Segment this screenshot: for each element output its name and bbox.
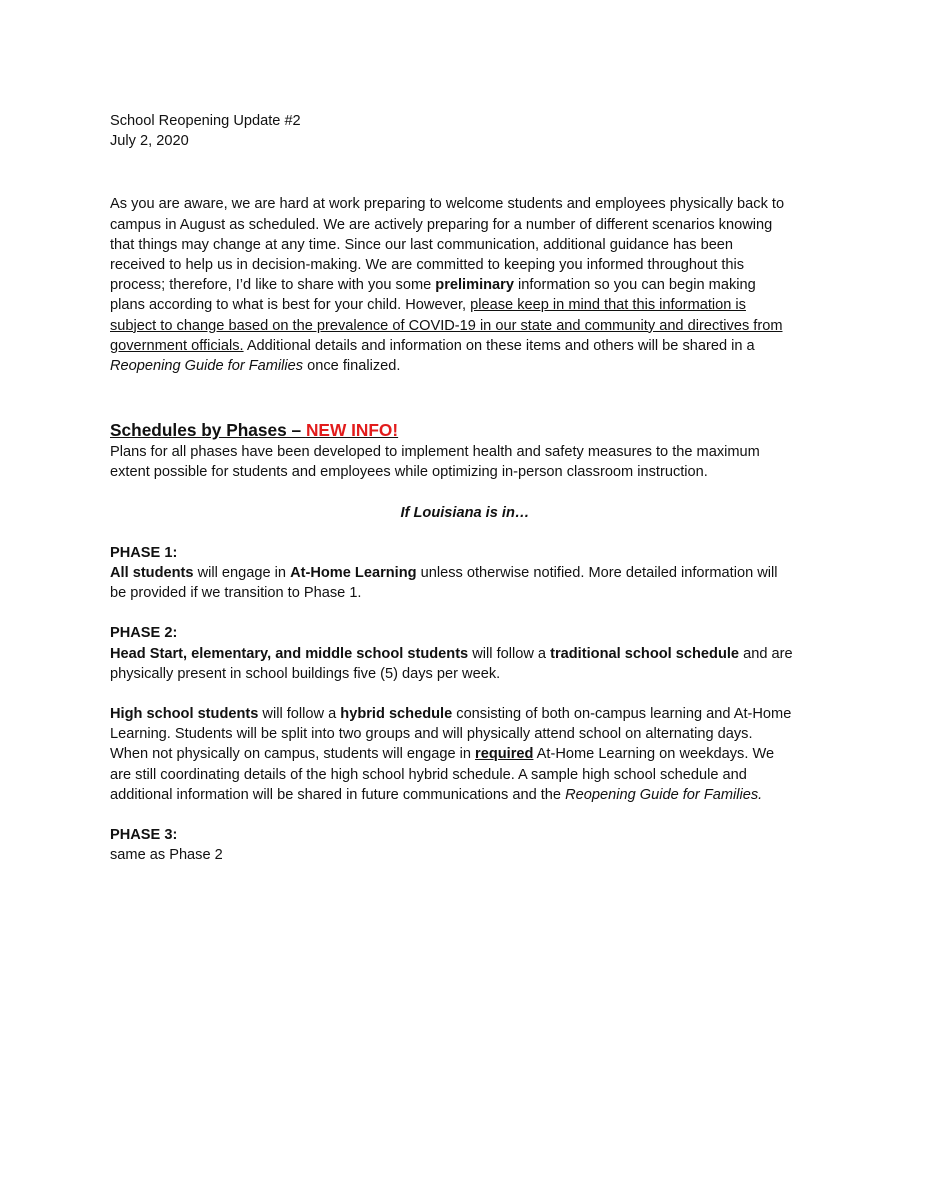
intro-line bbox=[110, 275, 820, 295]
intro-line: received to help us in decision-making. We are committed to keeping you informed throughout this bbox=[110, 257, 745, 274]
intro-text: Additional details and information on these items and others will be shared in a bbox=[243, 337, 755, 354]
reopening-guide-title: Reopening Guide for Families. bbox=[565, 786, 763, 803]
high-school-line bbox=[110, 744, 820, 764]
high-school-text: additional information will be shared in future communications and the bbox=[110, 786, 566, 803]
intro-line bbox=[110, 295, 820, 315]
high-school-line bbox=[110, 704, 820, 724]
high-school-line: are still coordinating details of the high school hybrid schedule. A sample high school schedule and bbox=[110, 766, 747, 783]
letter-body bbox=[110, 111, 820, 865]
high-school-line: Learning. Students will be split into two groups and will physically attend school on alternating days. bbox=[110, 726, 753, 743]
high-school-text: consisting of both on-campus learning and At-Home bbox=[452, 706, 792, 723]
required-emphasis: required bbox=[475, 746, 534, 763]
phase3-label: PHASE 3: bbox=[110, 827, 178, 844]
phase1-line bbox=[110, 563, 820, 583]
phase3-line: same as Phase 2 bbox=[110, 847, 223, 864]
preliminary-emphasis: preliminary bbox=[435, 277, 514, 294]
phase1-text: unless otherwise notified. More detailed information will bbox=[416, 565, 778, 582]
intro-paragraph bbox=[110, 194, 820, 376]
high-school-text: hybrid schedule bbox=[340, 706, 453, 723]
subject-to-change-notice: government officials. bbox=[110, 337, 244, 354]
high-school-text: When not physically on campus, students will engage in bbox=[110, 746, 476, 763]
phase1-text: All students bbox=[110, 565, 194, 582]
phase2-text: traditional school schedule bbox=[550, 645, 740, 662]
phase2-line bbox=[110, 644, 820, 664]
intro-line bbox=[110, 336, 820, 356]
high-school-line bbox=[110, 785, 820, 805]
subject-to-change-notice: subject to change based on the prevalence of COVID-19 in our state and community and directives from bbox=[110, 317, 783, 334]
phase2-line: physically present in school buildings five (5) days per week. bbox=[110, 665, 501, 682]
document-date: July 2, 2020 bbox=[110, 133, 189, 150]
phase2-text: and are bbox=[739, 645, 793, 662]
intro-line: As you are aware, we are hard at work preparing to welcome students and employees physically back to bbox=[110, 196, 785, 213]
phase1-text: will engage in bbox=[193, 565, 291, 582]
schedules-heading-text: Schedules by Phases – bbox=[110, 420, 306, 441]
high-school-text: will follow a bbox=[258, 706, 341, 723]
if-louisiana-heading: If Louisiana is in… bbox=[400, 504, 530, 521]
schedules-heading bbox=[110, 418, 820, 442]
high-school-text: High school students bbox=[110, 706, 259, 723]
phase2-text: Head Start, elementary, and middle school students bbox=[110, 645, 469, 662]
phase1-text: At-Home Learning bbox=[290, 565, 417, 582]
intro-line: that things may change at any time. Since our last communication, additional guidance has been bbox=[110, 236, 734, 253]
new-info-badge: NEW INFO! bbox=[305, 420, 399, 441]
intro-line bbox=[110, 316, 820, 336]
intro-line bbox=[110, 356, 820, 376]
intro-text: information so you can begin making bbox=[513, 277, 756, 294]
subject-to-change-notice: please keep in mind that this information is bbox=[470, 297, 746, 314]
reopening-guide-title: Reopening Guide for Families bbox=[110, 358, 304, 375]
intro-line: campus in August as scheduled. We are actively preparing for a number of different scenarios knowing bbox=[110, 216, 773, 233]
phase2-text: will follow a bbox=[468, 645, 551, 662]
intro-text: plans according to what is best for your child. However, bbox=[110, 297, 471, 314]
intro-text: once finalized. bbox=[303, 358, 401, 375]
phase1-line: be provided if we transition to Phase 1. bbox=[110, 585, 362, 602]
document-title: School Reopening Update #2 bbox=[110, 113, 301, 129]
schedules-line: Plans for all phases have been developed to implement health and safety measures to the maximum bbox=[110, 444, 760, 461]
intro-text: process; therefore, I’d like to share with you some bbox=[110, 277, 436, 294]
phase1-label: PHASE 1: bbox=[110, 544, 178, 561]
schedules-line: extent possible for students and employees while optimizing in-person classroom instruction. bbox=[110, 464, 708, 481]
high-school-text: At-Home Learning on weekdays. We bbox=[533, 746, 775, 763]
phase2-label: PHASE 2: bbox=[110, 625, 178, 642]
